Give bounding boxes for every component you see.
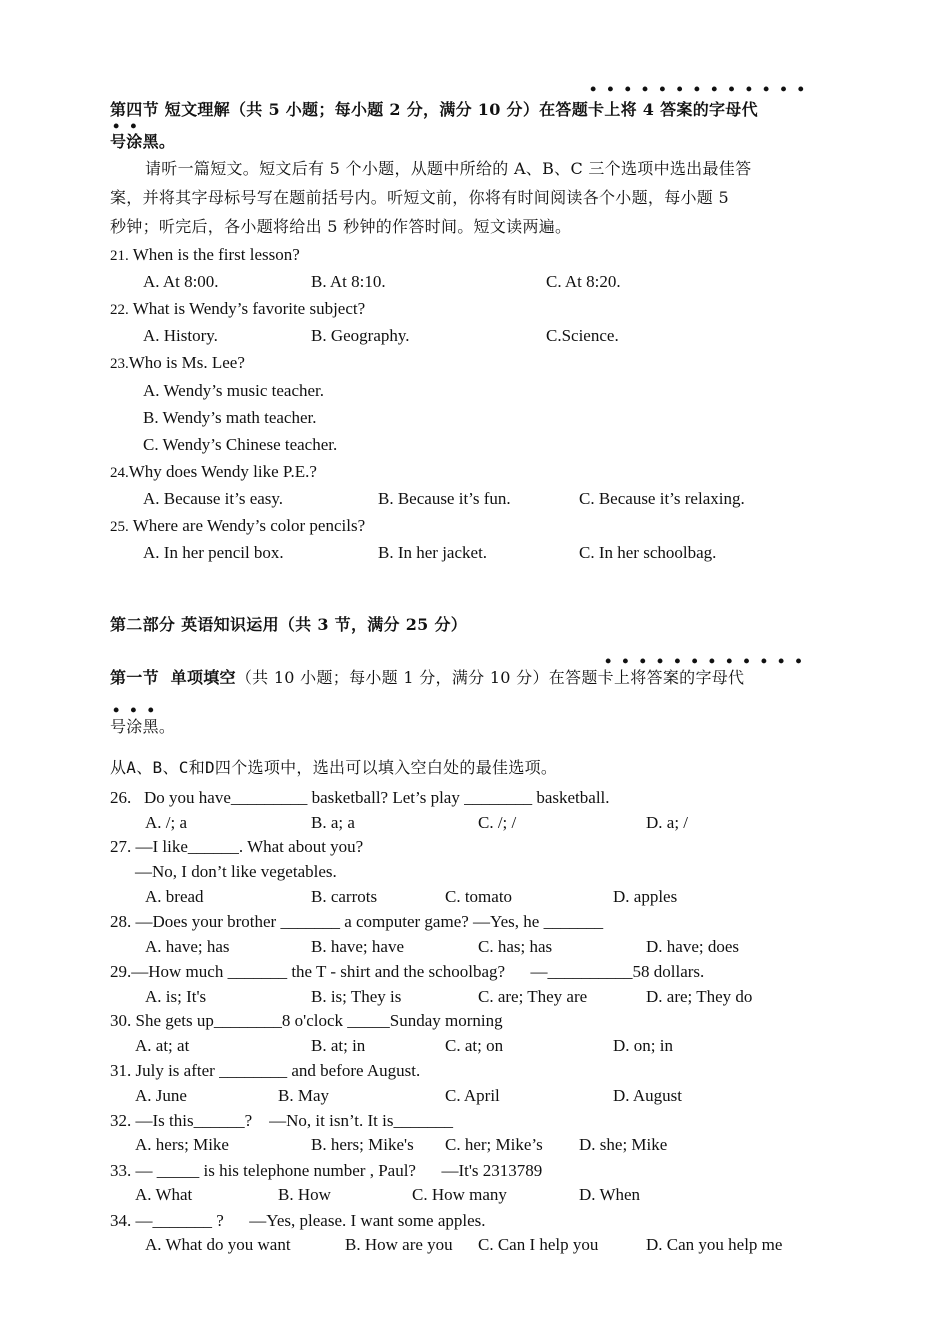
option-a: A. Wendy’s music teacher.: [143, 381, 325, 400]
option-a: A. In her pencil box.: [143, 543, 284, 562]
part-heading: 第二部分 英语知识运用（共 3 节，满分 25 分）: [110, 615, 468, 634]
option-b: B. May: [278, 1086, 329, 1105]
emphasis-dots: •••••••••••••: [590, 79, 815, 99]
question-stem: [110, 352, 245, 375]
option-b: B. carrots: [311, 887, 378, 906]
question-stem: 27. —I like______. What about you?: [110, 837, 364, 856]
instruction-line: 请听一篇短文。短文后有 5 个小题，从题中所给的 A、B、C 三个选项中选出最佳答: [145, 159, 752, 178]
option-a: A. have; has: [145, 937, 230, 956]
option-c: C. Wendy’s Chinese teacher.: [143, 435, 338, 454]
option-b: B. At 8:10.: [311, 272, 386, 291]
option-a: A. at; at: [135, 1036, 190, 1055]
question-number: 22.: [110, 302, 129, 318]
question-stem: [110, 298, 365, 321]
option-a: A. is; It's: [145, 987, 207, 1006]
option-a: A. hers; Mike: [135, 1135, 229, 1154]
question-stem: 31. July is after ________ and before August.: [110, 1061, 421, 1080]
section-heading-title: 第一节 单项填空: [110, 668, 236, 687]
emphasis-dots: ••: [113, 116, 148, 136]
option-b: B. How are you: [345, 1235, 453, 1254]
option-a: A. June: [135, 1086, 187, 1105]
option-c: C. Can I help you: [478, 1235, 599, 1254]
option-b: B. at; in: [311, 1036, 366, 1055]
question-stem: 32. —Is this______? —No, it isn’t. It is_______: [110, 1111, 453, 1130]
option-c: C. her; Mike’s: [445, 1135, 543, 1154]
question-stem: [110, 515, 365, 538]
section-heading-desc: （共 10 小题；每小题 1 分，满分 10 分）在答题卡上将答案的字母代: [235, 668, 745, 687]
option-d: D. are; They do: [646, 987, 753, 1006]
option-c: C. Because it’s relaxing.: [579, 489, 745, 508]
option-c: C. has; has: [478, 937, 553, 956]
question-stem: [110, 244, 300, 267]
option-d: D. Can you help me: [646, 1235, 783, 1254]
option-b: B. Wendy’s math teacher.: [143, 408, 317, 427]
section-heading: [110, 667, 744, 689]
option-a: A. /; a: [145, 813, 188, 832]
option-b: B. have; have: [311, 937, 404, 956]
option-c: C. at; on: [445, 1036, 504, 1055]
option-b: B. a; a: [311, 813, 355, 832]
question-stem: 30. She gets up________8 o'clock _____Sunday morning: [110, 1011, 503, 1030]
option-c: C. /; /: [478, 813, 517, 832]
question-stem-line2: —No, I don’t like vegetables.: [135, 862, 337, 881]
question-stem: 26. Do you have_________ basketball? Let’s play ________ basketball.: [110, 788, 610, 807]
question-text: When is the first lesson?: [128, 245, 300, 264]
option-b: B. hers; Mike's: [311, 1135, 414, 1154]
question-number: 23.: [110, 356, 129, 372]
option-c: C. At 8:20.: [546, 272, 621, 291]
option-a: A. What do you want: [145, 1235, 291, 1254]
option-b: B. Because it’s fun.: [378, 489, 511, 508]
option-d: D. on; in: [613, 1036, 673, 1055]
question-text: What is Wendy’s favorite subject?: [128, 299, 366, 318]
option-c: C. tomato: [445, 887, 513, 906]
emphasis-dots: •••: [113, 700, 165, 720]
option-a: A. History.: [143, 326, 218, 345]
option-c: C.Science.: [546, 326, 619, 345]
question-stem: 34. —_______ ? —Yes, please. I want some apples.: [110, 1211, 486, 1230]
question-number: 25.: [110, 519, 129, 535]
option-b: B. In her jacket.: [378, 543, 488, 562]
option-b: B. Geography.: [311, 326, 410, 345]
section-heading-cont: 号涂黑。: [110, 717, 176, 736]
question-text: Why does Wendy like P.E.?: [128, 462, 317, 481]
question-stem: [110, 461, 317, 484]
option-a: A. bread: [145, 887, 204, 906]
option-d: D. a; /: [646, 813, 689, 832]
option-c: C. are; They are: [478, 987, 588, 1006]
question-stem: 28. —Does your brother _______ a computer game? —Yes, he _______: [110, 912, 604, 931]
instruction-line: 案，并将其字母标号写在题前括号内。听短文前，你将有时间阅读各个小题，每小题 5: [110, 188, 729, 207]
option-a: A. What: [135, 1185, 193, 1204]
option-d: D. she; Mike: [579, 1135, 668, 1154]
option-d: D. apples: [613, 887, 678, 906]
emphasis-dots: ••••••••••••: [605, 651, 813, 671]
option-a: A. Because it’s easy.: [143, 489, 284, 508]
option-b: B. is; They is: [311, 987, 402, 1006]
question-stem: 33. — _____ is his telephone number , Paul? —It's 2313789: [110, 1161, 543, 1180]
option-d: D. When: [579, 1185, 641, 1204]
question-text: Where are Wendy’s color pencils?: [128, 516, 366, 535]
section-heading-cont: 号涂黑。: [110, 132, 176, 151]
question-stem: 29.—How much _______ the T - shirt and the schoolbag? —__________58 dollars.: [110, 962, 705, 981]
option-b: B. How: [278, 1185, 331, 1204]
question-number: 21.: [110, 248, 129, 264]
question-number: 24.: [110, 465, 129, 481]
option-d: D. have; does: [646, 937, 740, 956]
option-c: C. How many: [412, 1185, 507, 1204]
instruction-line: 秒钟；听完后，各小题将给出 5 秒钟的作答时间。短文读两遍。: [110, 217, 572, 236]
option-c: C. In her schoolbag.: [579, 543, 717, 562]
option-a: A. At 8:00.: [143, 272, 219, 291]
instruction-line: 从A、B、C和D四个选项中，选出可以填入空白处的最佳选项。: [110, 758, 558, 777]
question-text: Who is Ms. Lee?: [128, 353, 245, 372]
option-c: C. April: [445, 1086, 500, 1105]
section-heading: 第四节 短文理解（共 5 小题；每小题 2 分，满分 10 分）在答题卡上将 4 答案的字母代: [110, 100, 758, 119]
option-d: D. August: [613, 1086, 682, 1105]
